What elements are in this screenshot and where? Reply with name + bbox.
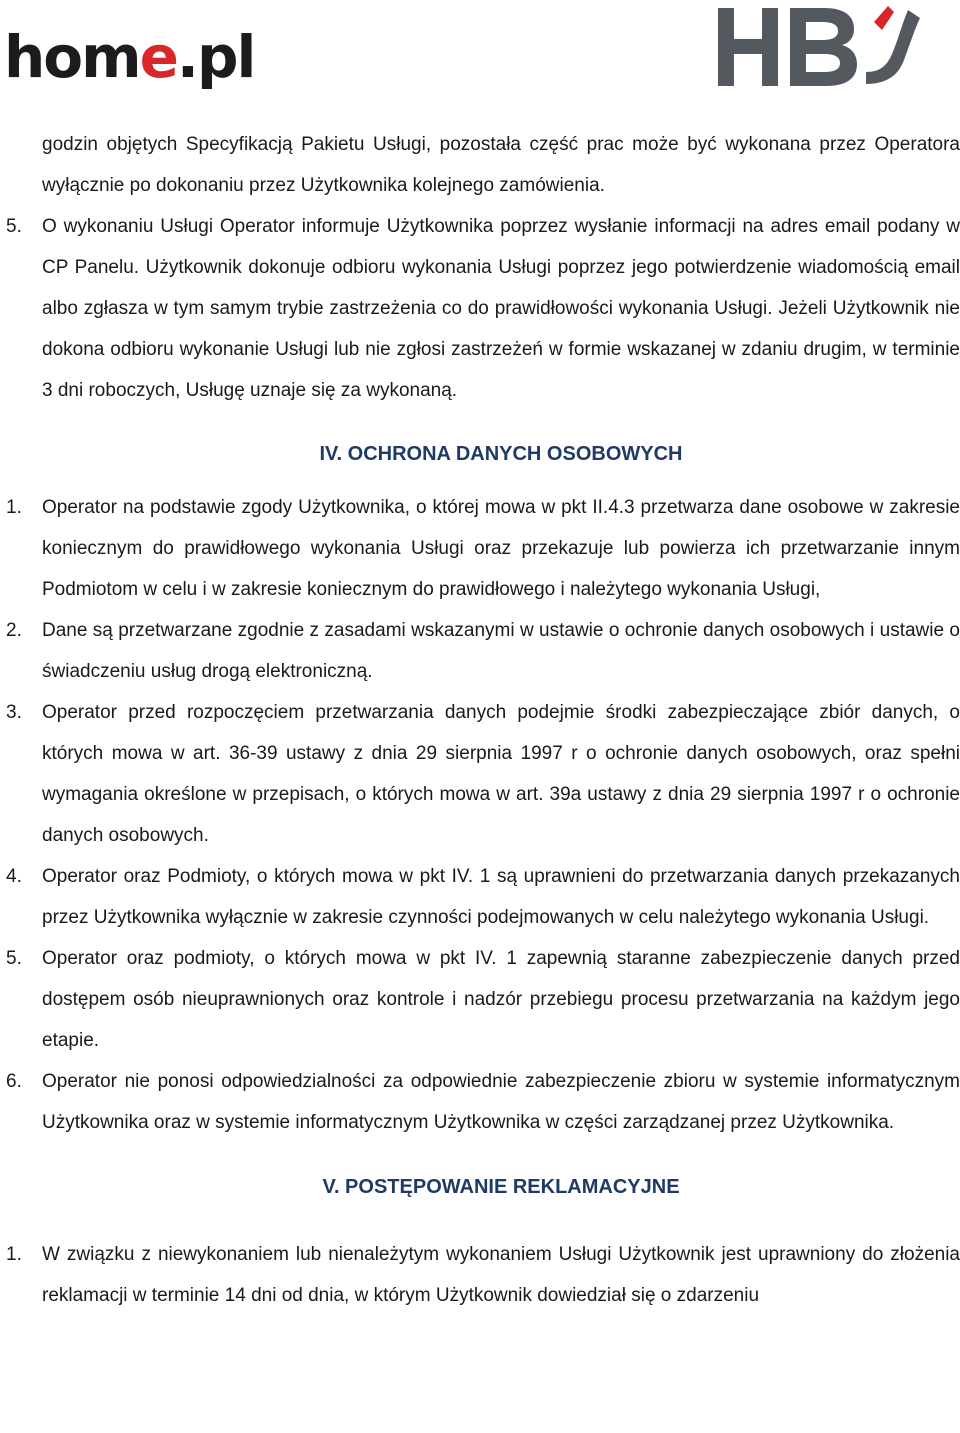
list-item-text: Operator nie ponosi odpowiedzialności za odpowiednie zabezpieczenie zbioru w systemie informatycznym Użytkownika oraz w systemie informatycznym Użytkownika w części zarządzanej przez Użytkownika. (42, 1071, 960, 1133)
list-item-number: 1. (6, 497, 22, 518)
list-item (0, 1234, 960, 1316)
home-pl-logo (4, 23, 255, 91)
list-item (0, 487, 960, 610)
hbs-logo (716, 4, 920, 90)
list-item-number: 6. (6, 1071, 22, 1092)
list-item-text: Dane są przetwarzane zgodnie z zasadami wskazanymi w ustawie o ochronie danych osobowych i ustawie o świadczeniu usług drogą elektroniczną. (42, 620, 960, 682)
section-iv-list (0, 487, 960, 1143)
list-item-number: 1. (6, 1244, 22, 1265)
section-v-list (0, 1234, 960, 1316)
list-item-number: 5. (6, 948, 22, 969)
list-item (0, 1061, 960, 1143)
list-item (0, 206, 960, 411)
list-item-number: 2. (6, 620, 22, 641)
list-item (0, 692, 960, 856)
list-item (0, 856, 960, 938)
list-item-number: 5. (6, 216, 22, 237)
list-item-text: O wykonaniu Usługi Operator informuje Użytkownika poprzez wysłanie informacji na adres email podany w CP Panelu. Użytkownik dokonuje odbioru wykonania Usługi poprzez jego potwierdzenie wiadomością email albo zgłasza w tym samym trybie zastrzeżenia co do prawidłowości wykonania Usługi. Jeżeli Użytkownik nie dokona odbioru wykonanie Usługi lub nie zgłosi zastrzeżeń w formie wskazanej w zdaniu drugim, w terminie 3 dni roboczych, Usługę uznaje się za wykonaną. (42, 216, 960, 401)
list-item-number: 4. (6, 866, 22, 887)
list-item (0, 610, 960, 692)
list-item (0, 938, 960, 1061)
page-header (0, 0, 960, 100)
home-logo-post: .pl (176, 23, 255, 91)
list-item-text: Operator na podstawie zgody Użytkownika, o której mowa w pkt II.4.3 przetwarza dane osobowe w zakresie koniecznym do prawidłowego wykonania Usługi oraz przekazuje lub powierza ich przetwarzanie innym Podmiotom w celu i w zakresie koniecznym do prawidłowego i należytego wykonania Usługi, (42, 497, 960, 600)
list-item-text: Operator oraz Podmioty, o których mowa w pkt IV. 1 są uprawnieni do przetwarzania danych przekazanych przez Użytkownika wyłącznie w zakresie czynności podejmowanych w celu należytego wykonania Usługi. (42, 866, 960, 928)
home-logo-accent: e (139, 23, 177, 91)
intro-paragraph: godzin objętych Specyfikacją Pakietu Usługi, pozostała część prac może być wykonana przez Operatora wyłącznie po dokonaniu przez Użytkownika kolejnego zamówienia. (42, 134, 960, 196)
section-heading-iv: IV. OCHRONA DANYCH OSOBOWYCH (319, 443, 683, 465)
home-logo-pre: hom (4, 23, 140, 91)
section-heading-v: V. POSTĘPOWANIE REKLAMACYJNE (322, 1176, 680, 1198)
list-item-text: W związku z niewykonaniem lub nienależytym wykonaniem Usługi Użytkownik jest uprawniony do złożenia reklamacji w terminie 14 dni od dnia, w którym Użytkownik dowiedział się o zdarzeniu (42, 1244, 960, 1306)
list-item-text: Operator oraz podmioty, o których mowa w pkt IV. 1 zapewnią staranne zabezpieczenie danych przed dostępem osób nieuprawnionych oraz kontrole i nadzór przebiegu procesu przetwarzania na każdym jego etapie. (42, 948, 960, 1051)
list-item-number: 3. (6, 702, 22, 723)
list-item-text: Operator przed rozpoczęciem przetwarzania danych podejmie środki zabezpieczające zbiór danych, o których mowa w art. 36-39 ustawy z dnia 29 sierpnia 1997 r o ochronie danych osobowych, oraz spełni wymagania określone w przepisach, o których mowa w art. 39a ustawy z dnia 29 sierpnia 1997 r o ochronie danych osobowych. (42, 702, 960, 846)
document-body (0, 124, 960, 1316)
